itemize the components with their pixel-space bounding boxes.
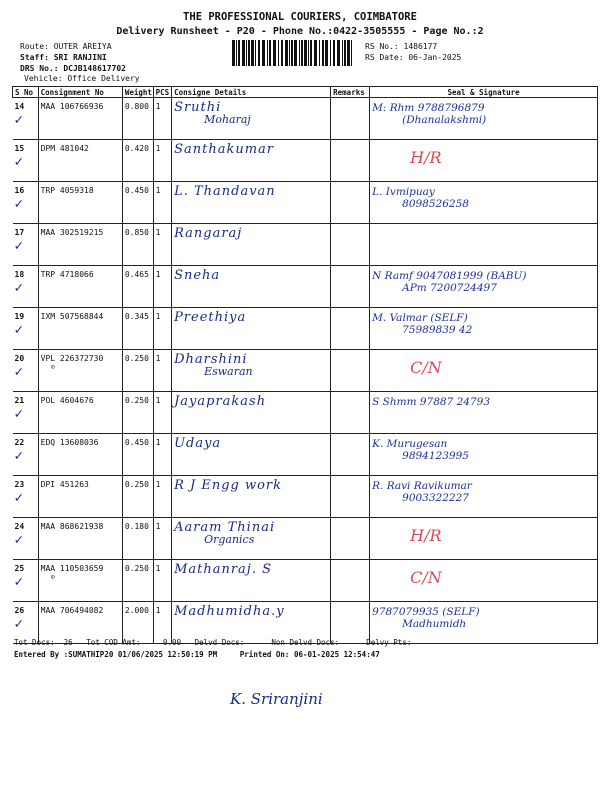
consignment-number: TRP 4059318 bbox=[40, 186, 94, 195]
rs-date: RS Date: 06-Jan-2025 bbox=[365, 53, 462, 62]
row-seal bbox=[370, 98, 598, 140]
seal-line2: APm 7200724497 bbox=[402, 282, 497, 294]
row-consignment bbox=[38, 140, 122, 182]
col-header-sno: S No bbox=[13, 87, 39, 98]
consignee-name: R J Engg work bbox=[174, 478, 283, 493]
consignee-name: L. Thandavan bbox=[174, 184, 276, 199]
checkmark-icon: ✓ bbox=[14, 532, 23, 548]
checkmark-icon: ✓ bbox=[14, 112, 23, 128]
barcode-bar bbox=[351, 40, 352, 66]
barcode-bar bbox=[289, 40, 290, 66]
row-seal bbox=[370, 350, 598, 392]
checkmark-icon: ✓ bbox=[14, 196, 23, 212]
row-seal bbox=[370, 140, 598, 182]
row-seal bbox=[370, 182, 598, 224]
consignee-name: Preethiya bbox=[174, 310, 247, 325]
checkmark-icon: ✓ bbox=[14, 574, 23, 590]
barcode-bar bbox=[278, 40, 279, 66]
consignment-number: POL 4604676 bbox=[40, 396, 94, 405]
seal-line1: M. Valmar (SELF) bbox=[372, 312, 468, 324]
entered-by-line: Entered By :SUMATHIP20 01/06/2025 12:50:19 PM Printed On: 06-01-2025 12:54:47 bbox=[14, 650, 380, 659]
barcode-bar bbox=[242, 40, 245, 66]
checkmark-icon: ✓ bbox=[14, 490, 23, 506]
consignment-number: IXM 507568844 bbox=[40, 312, 104, 321]
barcode-bar bbox=[232, 40, 235, 66]
row-remarks bbox=[331, 98, 370, 140]
row-sno bbox=[13, 140, 39, 182]
barcode-bar bbox=[273, 40, 276, 66]
serial-number: 23 bbox=[14, 480, 25, 489]
barcode-bar bbox=[267, 40, 268, 66]
serial-number: 20 bbox=[14, 354, 25, 363]
barcode-bar bbox=[285, 40, 288, 66]
barcode-bar bbox=[246, 40, 247, 66]
row-weight: 0.250 bbox=[122, 476, 153, 518]
seal-line2: Madhumidh bbox=[402, 618, 467, 630]
row-consignee bbox=[172, 350, 331, 392]
barcode-bar bbox=[291, 40, 293, 66]
row-pcs: 1 bbox=[153, 350, 171, 392]
barcode-bar bbox=[347, 40, 350, 66]
barcode-bar bbox=[281, 40, 283, 66]
seal-line1: L. Ivmipuay bbox=[372, 186, 435, 198]
row-weight: 0.345 bbox=[122, 308, 153, 350]
row-consignment bbox=[38, 350, 122, 392]
row-consignee bbox=[172, 476, 331, 518]
staff-label: Staff: SRI RANJINI bbox=[20, 53, 107, 62]
barcode-bar bbox=[255, 40, 256, 66]
seal-line1: R. Ravi Ravikumar bbox=[372, 480, 472, 492]
col-header-consignee: Consigne Details bbox=[172, 87, 331, 98]
row-weight: 0.250 bbox=[122, 560, 153, 602]
consignee-name: Rangaraj bbox=[174, 226, 243, 241]
row-sno bbox=[13, 224, 39, 266]
serial-number: 16 bbox=[14, 186, 25, 195]
checkmark-icon: ✓ bbox=[14, 280, 23, 296]
checkmark-icon: ✓ bbox=[14, 406, 23, 422]
row-pcs: 1 bbox=[153, 602, 171, 644]
consignee-name-line2: Organics bbox=[204, 533, 255, 546]
barcode-bar bbox=[248, 40, 250, 66]
table-row bbox=[13, 434, 598, 476]
row-sno bbox=[13, 266, 39, 308]
barcode-bar bbox=[236, 40, 237, 66]
row-consignment bbox=[38, 392, 122, 434]
row-consignee bbox=[172, 224, 331, 266]
table-row bbox=[13, 476, 598, 518]
barcode-bar bbox=[314, 40, 317, 66]
row-pcs: 1 bbox=[153, 434, 171, 476]
company-title: THE PROFESSIONAL COURIERS, COIMBATORE bbox=[183, 11, 417, 23]
row-seal bbox=[370, 392, 598, 434]
seal-line1: 9787079935 (SELF) bbox=[372, 606, 480, 618]
barcode-bar bbox=[333, 40, 335, 66]
table-row bbox=[13, 98, 598, 140]
row-consignee bbox=[172, 266, 331, 308]
consignee-name: Sneha bbox=[174, 268, 221, 283]
row-sno bbox=[13, 182, 39, 224]
row-weight: 0.450 bbox=[122, 434, 153, 476]
col-header-consignment: Consignment No bbox=[38, 87, 122, 98]
serial-number: 19 bbox=[14, 312, 25, 321]
checkmark-icon: ✓ bbox=[14, 238, 23, 254]
rs-number: RS No.: 1486177 bbox=[365, 42, 438, 51]
seal-status-mark: C/N bbox=[410, 358, 442, 377]
seal-line1: S Shmm 97887 24793 bbox=[372, 396, 491, 408]
row-seal bbox=[370, 266, 598, 308]
row-remarks bbox=[331, 308, 370, 350]
row-pcs: 1 bbox=[153, 476, 171, 518]
row-weight: 0.420 bbox=[122, 140, 153, 182]
barcode-bar bbox=[238, 40, 240, 66]
row-weight: 0.250 bbox=[122, 350, 153, 392]
row-sno bbox=[13, 308, 39, 350]
serial-number: 25 bbox=[14, 564, 25, 573]
barcode-image bbox=[232, 40, 352, 66]
consignee-name-line2: Moharaj bbox=[204, 113, 251, 126]
barcode-bar bbox=[262, 40, 265, 66]
seal-line2: 75989839 42 bbox=[402, 324, 473, 336]
row-consignee bbox=[172, 140, 331, 182]
row-remarks bbox=[331, 434, 370, 476]
consignment-number: DPI 451263 bbox=[40, 480, 89, 489]
col-header-weight: Weight bbox=[122, 87, 153, 98]
consignment-number: DPM 481042 bbox=[40, 144, 89, 153]
seal-line1: N Ramf 9047081999 (BABU) bbox=[372, 270, 527, 282]
consignee-name: Santhakumar bbox=[174, 142, 274, 157]
row-pcs: 1 bbox=[153, 560, 171, 602]
row-sno bbox=[13, 560, 39, 602]
row-remarks bbox=[331, 140, 370, 182]
row-pcs: 1 bbox=[153, 308, 171, 350]
row-seal bbox=[370, 224, 598, 266]
consignment-number: TRP 4718066 bbox=[40, 270, 94, 279]
barcode-bar bbox=[330, 40, 331, 66]
row-weight: 0.465 bbox=[122, 266, 153, 308]
table-row bbox=[13, 308, 598, 350]
row-consignee bbox=[172, 308, 331, 350]
col-header-seal: Seal & Signature bbox=[370, 87, 598, 98]
consignee-name: Sruthi bbox=[174, 100, 222, 115]
row-pcs: 1 bbox=[153, 98, 171, 140]
checkmark-icon: ✓ bbox=[14, 448, 23, 464]
col-header-remarks: Remarks bbox=[331, 87, 370, 98]
row-remarks bbox=[331, 560, 370, 602]
consignee-name: Dharshini bbox=[174, 352, 248, 367]
consignment-number: MAA 868621938 bbox=[40, 522, 104, 531]
row-pcs: 1 bbox=[153, 392, 171, 434]
table-row bbox=[13, 560, 598, 602]
row-sno bbox=[13, 518, 39, 560]
table-row bbox=[13, 266, 598, 308]
row-consignee bbox=[172, 560, 331, 602]
row-pcs: 1 bbox=[153, 140, 171, 182]
row-sno bbox=[13, 476, 39, 518]
checkmark-icon: ✓ bbox=[14, 616, 23, 632]
row-sno bbox=[13, 392, 39, 434]
row-sno bbox=[13, 350, 39, 392]
row-consignee bbox=[172, 98, 331, 140]
barcode-bar bbox=[308, 40, 309, 66]
seal-line2: 8098526258 bbox=[402, 198, 469, 210]
barcode-bar bbox=[344, 40, 346, 66]
serial-number: 22 bbox=[14, 438, 25, 447]
staff-signature: K. Sriranjini bbox=[230, 690, 323, 708]
row-consignee bbox=[172, 434, 331, 476]
table-row bbox=[13, 140, 598, 182]
consignee-name: Jayaprakash bbox=[174, 394, 267, 409]
row-remarks bbox=[331, 182, 370, 224]
barcode-bar bbox=[342, 40, 343, 66]
barcode-bar bbox=[319, 40, 320, 66]
table-row bbox=[13, 182, 598, 224]
row-remarks bbox=[331, 266, 370, 308]
row-remarks bbox=[331, 392, 370, 434]
barcode-bar bbox=[294, 40, 297, 66]
row-seal bbox=[370, 560, 598, 602]
consignee-name: Madhumidha.y bbox=[174, 604, 285, 619]
table-row bbox=[13, 518, 598, 560]
row-consignment bbox=[38, 308, 122, 350]
row-remarks bbox=[331, 518, 370, 560]
barcode-bar bbox=[269, 40, 271, 66]
consignee-name: Aaram Thinai bbox=[174, 520, 276, 535]
row-pcs: 1 bbox=[153, 266, 171, 308]
serial-number: 24 bbox=[14, 522, 25, 531]
row-consignment bbox=[38, 266, 122, 308]
serial-number: 26 bbox=[14, 606, 25, 615]
table-header-row bbox=[13, 87, 598, 98]
col-header-pcs: PCS bbox=[153, 87, 171, 98]
consignee-name: Udaya bbox=[174, 436, 222, 451]
serial-number: 18 bbox=[14, 270, 25, 279]
row-consignment bbox=[38, 224, 122, 266]
seal-line2: 9894123995 bbox=[402, 450, 469, 462]
handwritten-d-mark-icon: ⊙ bbox=[50, 573, 55, 581]
barcode-bar bbox=[337, 40, 340, 66]
row-weight: 0.250 bbox=[122, 392, 153, 434]
barcode-bar bbox=[258, 40, 260, 66]
row-sno bbox=[13, 98, 39, 140]
route-label: Route: OUTER AREIYA bbox=[20, 42, 112, 51]
seal-line1: M: Rhm 9788796879 bbox=[372, 102, 485, 114]
checkmark-icon: ✓ bbox=[14, 154, 23, 170]
barcode-bar bbox=[310, 40, 312, 66]
consignment-number: MAA 106766936 bbox=[40, 102, 104, 111]
row-seal bbox=[370, 518, 598, 560]
barcode-bar bbox=[322, 40, 324, 66]
row-seal bbox=[370, 434, 598, 476]
serial-number: 21 bbox=[14, 396, 25, 405]
consignment-number: VPL 226372730 bbox=[40, 354, 104, 363]
row-consignment bbox=[38, 560, 122, 602]
row-weight: 0.180 bbox=[122, 518, 153, 560]
barcode-bar bbox=[325, 40, 328, 66]
row-pcs: 1 bbox=[153, 224, 171, 266]
serial-number: 15 bbox=[14, 144, 25, 153]
table-row bbox=[13, 350, 598, 392]
checkmark-icon: ✓ bbox=[14, 322, 23, 338]
row-consignment bbox=[38, 434, 122, 476]
row-remarks bbox=[331, 350, 370, 392]
consignee-name-line2: Eswaran bbox=[204, 365, 253, 378]
barcode-bar bbox=[299, 40, 300, 66]
seal-status-mark: H/R bbox=[410, 148, 442, 167]
row-seal bbox=[370, 476, 598, 518]
row-weight: 0.800 bbox=[122, 98, 153, 140]
vehicle-label: Vehicle: Office Delivery bbox=[24, 74, 140, 83]
consignment-number: EDQ 13608036 bbox=[40, 438, 99, 447]
row-remarks bbox=[331, 476, 370, 518]
row-pcs: 1 bbox=[153, 182, 171, 224]
runsheet-table bbox=[12, 86, 598, 644]
consignment-number: MAA 110503659 bbox=[40, 564, 104, 573]
row-seal bbox=[370, 308, 598, 350]
row-consignee bbox=[172, 182, 331, 224]
row-consignee bbox=[172, 392, 331, 434]
barcode-bar bbox=[251, 40, 254, 66]
seal-line2: (Dhanalakshmi) bbox=[402, 114, 487, 126]
drs-number: DRS No.: DCJB148617702 bbox=[20, 64, 126, 73]
seal-line2: 9003322227 bbox=[402, 492, 469, 504]
row-weight: 0.450 bbox=[122, 182, 153, 224]
seal-status-mark: H/R bbox=[410, 526, 442, 545]
serial-number: 17 bbox=[14, 228, 25, 237]
row-consignee bbox=[172, 518, 331, 560]
serial-number: 14 bbox=[14, 102, 25, 111]
consignment-number: MAA 706494082 bbox=[40, 606, 104, 615]
table-row bbox=[13, 392, 598, 434]
consignee-name: Mathanraj. S bbox=[174, 562, 273, 577]
checkmark-icon: ✓ bbox=[14, 364, 23, 380]
totals-line: Tot Docs: 26 Tot COD Amt: 0.00 Delvd Docs: Non Delvd Docs: Delvy Pts: bbox=[14, 638, 412, 647]
barcode-bar bbox=[301, 40, 303, 66]
row-weight: 2.000 bbox=[122, 602, 153, 644]
handwritten-d-mark-icon: ⊙ bbox=[50, 363, 55, 371]
row-remarks bbox=[331, 224, 370, 266]
row-consignment bbox=[38, 476, 122, 518]
row-pcs: 1 bbox=[153, 518, 171, 560]
seal-line1: K. Murugesan bbox=[372, 438, 448, 450]
row-consignment bbox=[38, 518, 122, 560]
seal-status-mark: C/N bbox=[410, 568, 442, 587]
row-sno bbox=[13, 434, 39, 476]
consignment-number: MAA 302519215 bbox=[40, 228, 104, 237]
row-weight: 0.850 bbox=[122, 224, 153, 266]
row-consignment bbox=[38, 98, 122, 140]
barcode-bar bbox=[304, 40, 307, 66]
table-row bbox=[13, 224, 598, 266]
runsheet-subtitle: Delivery Runsheet - P20 - Phone No.:0422-3505555 - Page No.:2 bbox=[116, 26, 484, 37]
row-consignment bbox=[38, 182, 122, 224]
